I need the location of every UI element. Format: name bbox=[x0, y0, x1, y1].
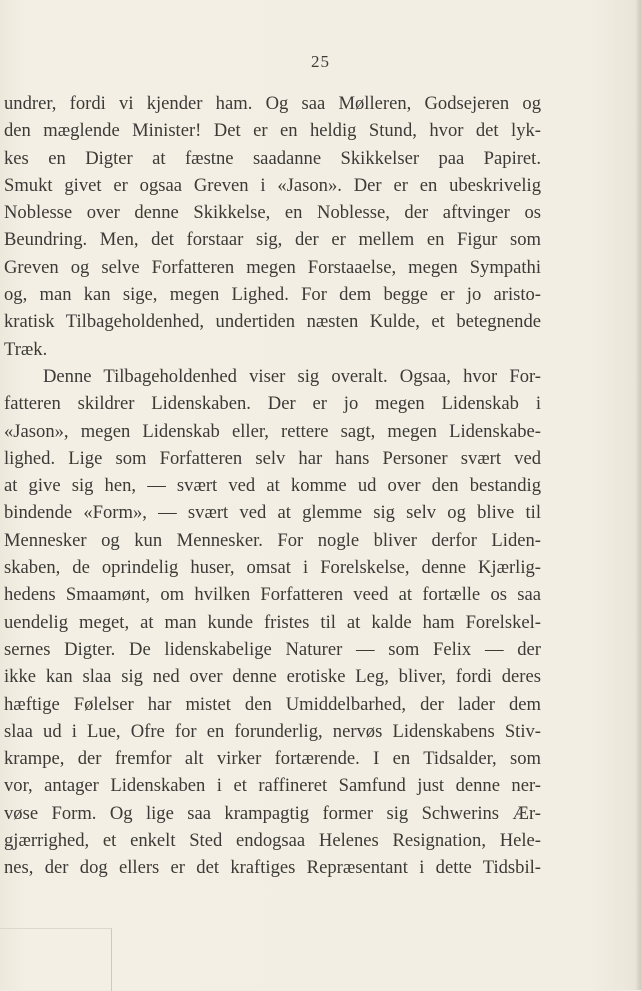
text-line: kes en Digter at fæstne saadanne Skikkelser paa Papiret. bbox=[4, 147, 541, 169]
text-line: Greven og selve Forfatteren megen Forstaaelse, megen Sympathi bbox=[4, 256, 541, 278]
text-line: gjærrighed, et enkelt Sted endogsaa Helenes Resignation, Hele- bbox=[4, 830, 541, 852]
text-line: «Jason», megen Lidenskab eller, rettere sagt, megen Lidenskabe- bbox=[4, 420, 541, 442]
text-line: kratisk Tilbageholdenhed, undertiden næsten Kulde, et betegnende bbox=[4, 311, 541, 333]
text-line: uendelig meget, at man kunde fristes til at kalde ham Forelskel- bbox=[4, 611, 541, 633]
text-line: den mæglende Minister! Det er en heldig Stund, hvor det lyk- bbox=[4, 120, 541, 142]
text-line: Mennesker og kun Mennesker. For nogle bliver derfor Liden- bbox=[4, 529, 541, 551]
text-line: at give sig hen, — svært ved at komme ud over den bestandig bbox=[4, 475, 541, 497]
paragraph-start: Denne Tilbageholdenhed viser sig overalt. Ogsaa, hvor For- bbox=[43, 365, 541, 387]
text-line: Træk. bbox=[4, 338, 48, 360]
text-line: krampe, der fremfor alt virker fortærende. I en Tidsalder, som bbox=[4, 748, 541, 770]
text-line: hedens Smaamønt, om hvilken Forfatteren veed at fortælle os saa bbox=[4, 584, 541, 606]
text-line: nes, der dog ellers er det kraftiges Repræsentant i dette Tidsbil- bbox=[4, 857, 541, 879]
text-line: lighed. Lige som Forfatteren selv har hans Personer svært ved bbox=[4, 447, 541, 469]
text-line: slaa ud i Lue, Ofre for en forunderlig, nervøs Lidenskabens Stiv- bbox=[4, 720, 541, 742]
text-line: Noblesse over denne Skikkelse, en Noblesse, der aftvinger os bbox=[4, 202, 541, 224]
text-line: skaben, de oprindelig huser, omsat i Forelskelse, denne Kjærlig- bbox=[4, 557, 541, 579]
text-line: sernes Digter. De lidenskabelige Naturer — som Felix — der bbox=[4, 638, 541, 660]
text-line: Smukt givet er ogsaa Greven i «Jason». Der er en ubeskrivelig bbox=[4, 174, 541, 196]
page-number: 25 bbox=[311, 52, 330, 71]
text-line: hæftige Følelser har mistet den Umiddelbarhed, der lader dem bbox=[4, 693, 541, 715]
text-line: vor, antager Lidenskaben i et raffineret Samfund just denne ner- bbox=[4, 775, 541, 797]
text-line: ikke kan slaa sig ned over denne erotiske Leg, bliver, fordi deres bbox=[4, 666, 541, 688]
text-line: undrer, fordi vi kjender ham. Og saa Mølleren, Godsejeren og bbox=[4, 93, 541, 114]
text-line: Beundring. Men, det forstaar sig, der er mellem en Figur som bbox=[4, 229, 541, 251]
text-line: fatteren skildrer Lidenskaben. Der er jo megen Lidenskab i bbox=[4, 393, 541, 415]
page-edge-shadow bbox=[635, 0, 641, 990]
text-line: vøse Form. Og lige saa krampagtig former sig Schwerins Ær- bbox=[4, 802, 541, 824]
scan-corner-mark bbox=[0, 928, 112, 991]
text-line: og, man kan sige, megen Lighed. For dem begge er jo aristo- bbox=[4, 284, 541, 306]
text-line: bindende «Form», — svært ved at glemme sig selv og blive til bbox=[4, 502, 541, 524]
body-text bbox=[4, 90, 541, 882]
